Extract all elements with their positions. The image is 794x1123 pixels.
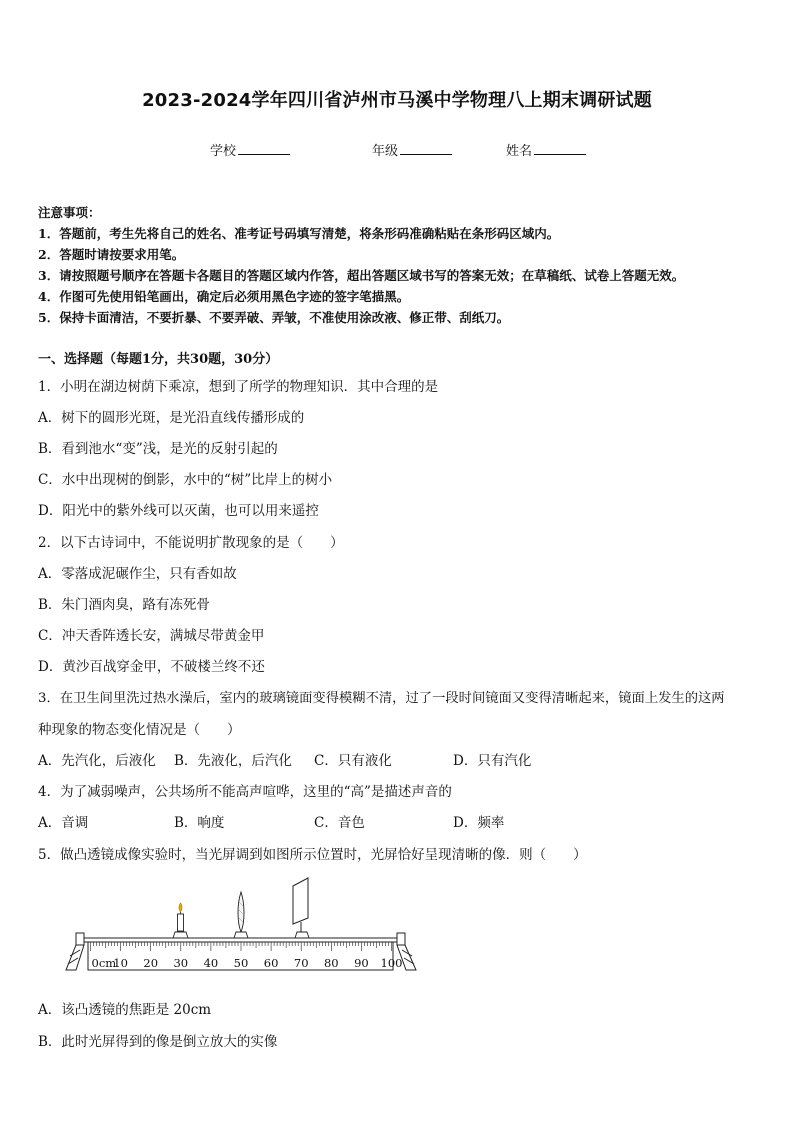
scale-label: 40 [203,956,219,970]
note-item: 2．答题时请按要求用笔。 [38,247,185,262]
optical-bench-figure [62,872,422,976]
scale-label: 30 [173,956,189,970]
scale-label: 70 [293,956,309,970]
name-blank [534,142,586,155]
question-1-option-c: C．水中出现树的倒影，水中的“树”比岸上的树小 [38,472,333,488]
school-blank [238,142,290,155]
light-screen [293,878,309,938]
bench-left-support [66,933,84,970]
question-2-option-a: A．零落成泥碾作尘，只有香如故 [38,566,237,582]
note-item: 4．作图可先使用铅笔画出，确定后必须用黑色字迹的签字笔描黑。 [38,289,410,304]
question-1-option-b: B．看到池水“变”浅，是光的反射引起的 [38,441,278,457]
question-4-option-a: A．音调 [38,815,89,831]
question-5-option-b: B．此时光屏得到的像是倒立放大的实像 [38,1034,278,1050]
scale-label: 80 [323,956,339,970]
convex-lens [234,892,248,938]
question-3-option-a: A．先汽化，后液化 [38,753,156,769]
page-title: 2023-2024学年四川省泸州市马溪中学物理八上期末调研试题 [142,90,652,111]
question-3-stem-line-2: 种现象的物态变化情况是（ ） [38,722,241,738]
grade-field [372,140,452,159]
school-label: 学校 [210,144,237,159]
question-3-stem-line-1: 3．在卫生间里洗过热水澡后，室内的玻璃镜面变得模糊不清，过了一段时间镜面又变得清晰起来，镜面上发生的这两 [38,691,725,706]
question-5-option-a: A．该凸透镜的焦距是 20cm [38,1002,212,1018]
note-item: 1．答题前，考生先将自己的姓名、准考证号码填写清楚，将条形码准确粘贴在条形码区域内。 [38,226,560,241]
school-field [210,140,290,159]
scale-label: 60 [263,956,279,970]
note-item: 5．保持卡面清洁，不要折暴、不要弄破、弄皱，不准使用涂改液、修正带、刮纸刀。 [38,310,510,325]
question-1-option-d: D．阳光中的紫外线可以灭菌，也可以用来遥控 [38,503,319,519]
notes-heading: 注意事项： [38,205,101,220]
question-3-option-b: B．先液化，后汽化 [174,753,292,769]
name-field [506,140,586,159]
scale-label: 90 [354,956,369,970]
candle [173,903,188,938]
question-4-stem: 4．为了减弱噪声，公共场所不能高声喧哗，这里的“高”是描述声音的 [38,784,452,800]
question-2-option-b: B．朱门酒肉臭，路有冻死骨 [38,597,210,613]
question-2-stem: 2．以下古诗词中，不能说明扩散现象的是（ ） [38,535,344,551]
question-3-option-c: C．只有液化 [314,753,392,769]
question-4-option-b: B．响度 [174,815,225,831]
question-2-option-c: C．冲天香阵透长安，满城尽带黄金甲 [38,628,265,644]
question-4-option-d: D．频率 [453,815,505,831]
scale-label: 100 [380,956,403,970]
question-1-stem: 1．小明在湖边树荫下乘凉，想到了所学的物理知识．其中合理的是 [38,379,439,395]
section-heading: 一、选择题（每题1分，共30题，30分） [38,352,279,367]
question-4-option-c: C．音色 [314,815,365,831]
question-5-stem: 5．做凸透镜成像实验时，当光屏调到如图所示位置时，光屏恰好呈现清晰的像．则（ ） [38,847,587,863]
question-3-option-d: D．只有汽化 [453,753,532,769]
question-1-option-a: A．树下的圆形光斑，是光沿直线传播形成的 [38,410,305,426]
note-item: 3．请按照题号顺序在答题卡各题目的答题区域内作答，超出答题区域书写的答案无效；在草稿纸、试卷上答题无效。 [38,268,685,283]
grade-blank [400,142,452,155]
scale-label: 20 [143,956,159,970]
bench-rail [84,938,397,942]
question-2-option-d: D．黄沙百战穿金甲，不破楼兰终不还 [38,659,265,675]
scale-label: 10 [113,956,128,970]
scale-label: 50 [233,956,249,970]
grade-label: 年级 [372,144,399,159]
name-label: 姓名 [506,144,533,159]
scale-label: 0cm [91,956,117,970]
